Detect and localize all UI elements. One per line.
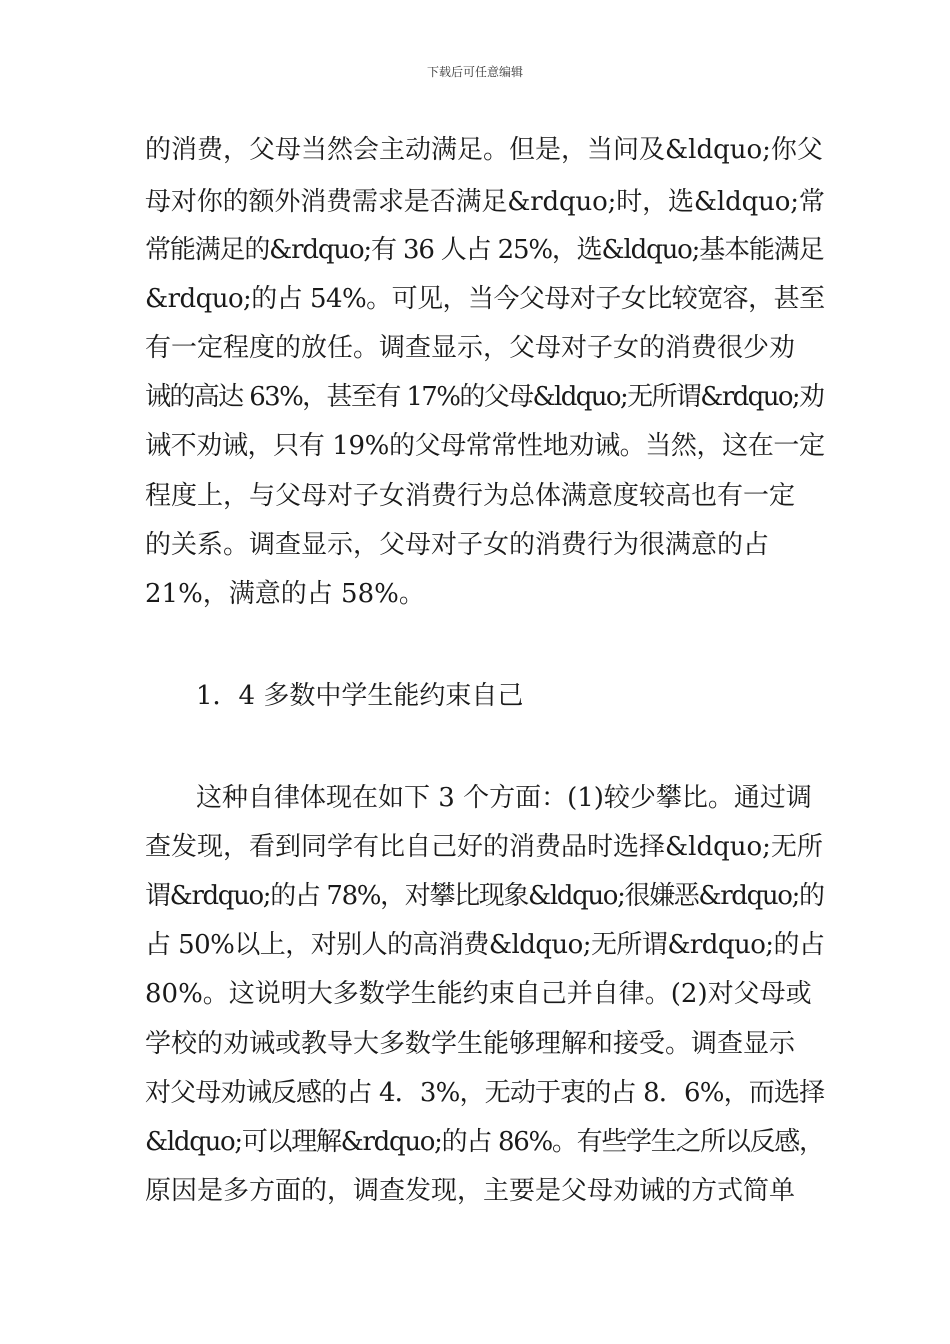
paragraph-line: 有一定程度的放任。调查显示，父母对子女的消费很少劝 [145, 333, 796, 363]
paragraph-line: 诫不劝诫，只有 19%的父母常常性地劝诫。当然，这在一定 [145, 431, 825, 461]
paragraph-line: 的消费，父母当然会主动满足。但是，当问及&ldquo;你父 [145, 135, 823, 165]
paragraph-line: 诫的高达 63%，甚至有 17%的父母&ldquo;无所谓&rdquo;劝 [145, 382, 824, 412]
paragraph-line: 常能满足的&rdquo;有 36 人占 25%，选&ldquo;基本能满足 [145, 235, 824, 265]
paragraph-line: 21%，满意的占 58%。 [145, 579, 425, 609]
paragraph-line: &rdquo;的占 54%。可见，当今父母对子女比较宽容，甚至 [145, 284, 825, 314]
paragraph-line: 这种自律体现在如下 3 个方面：(1)较少攀比。通过调 [196, 783, 812, 813]
page-header: 下载后可任意编辑 [426, 65, 523, 79]
paragraph-line: 母对你的额外消费需求是否满足&rdquo;时，选&ldquo;常 [145, 187, 825, 217]
paragraph-line: 原因是多方面的，调查发现，主要是父母劝诫的方式简单 [145, 1176, 796, 1206]
paragraph-line: 占 50%以上，对别人的高消费&ldquo;无所谓&rdquo;的占 [145, 930, 825, 960]
paragraph-line: 80%。这说明大多数学生能约束自己并自律。(2)对父母或 [145, 979, 812, 1009]
paragraph-line: 的关系。调查显示，父母对子女的消费行为很满意的占 [145, 530, 770, 560]
paragraph-line: 查发现，看到同学有比自己好的消费品时选择&ldquo;无所 [145, 832, 823, 862]
paragraph-line: 程度上，与父母对子女消费行为总体满意度较高也有一定 [145, 481, 796, 511]
paragraph-line: 学校的劝诫或教导大多数学生能够理解和接受。调查显示 [145, 1029, 796, 1059]
paragraph-line: &ldquo;可以理解&rdquo;的占 86%。有些学生之所以反感， [145, 1127, 824, 1157]
paragraph-line: 对父母劝诫反感的占 4．3%，无动于衷的占 8．6%，而选择 [145, 1078, 825, 1108]
paragraph-line: 谓&rdquo;的占 78%，对攀比现象&ldquo;很嫌恶&rdquo;的 [145, 881, 824, 911]
section-heading: 1．4 多数中学生能约束自己 [196, 681, 524, 711]
